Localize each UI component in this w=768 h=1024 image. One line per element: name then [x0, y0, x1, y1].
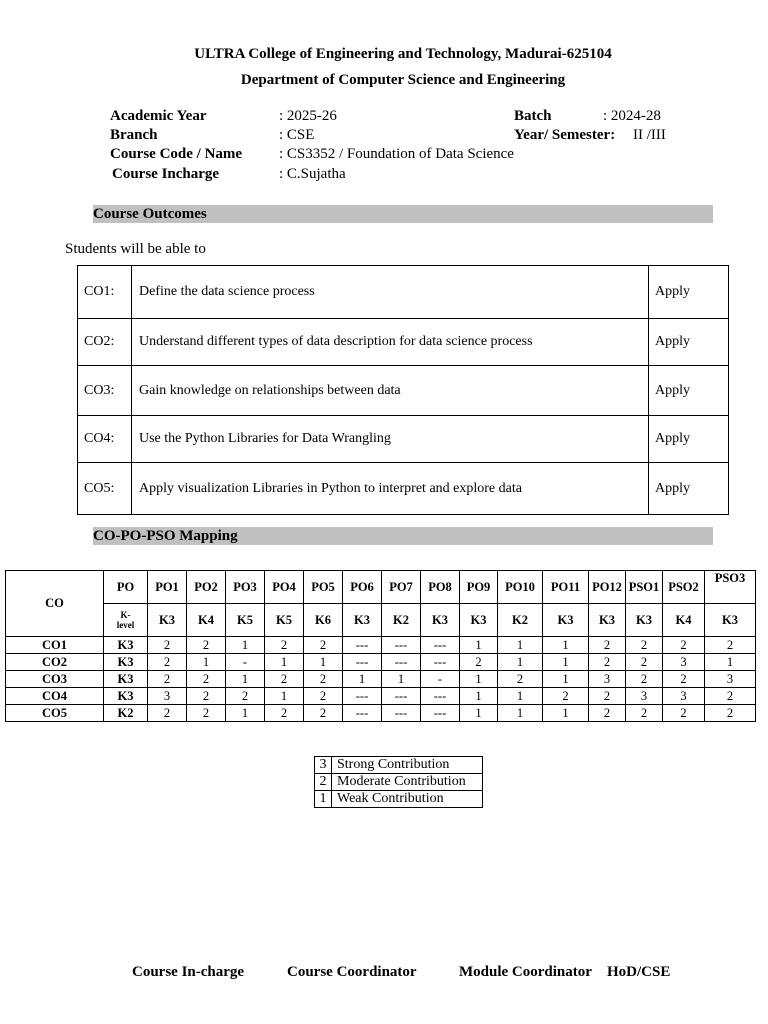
- mapping-cell: 2: [589, 637, 626, 654]
- batch-value: : 2024-28: [603, 108, 661, 124]
- contribution-legend: [314, 756, 483, 808]
- mapping-cell: 2: [663, 705, 705, 722]
- mapping-cell: 2: [705, 688, 756, 705]
- column-header-pso2: PSO2: [663, 571, 705, 604]
- column-klevel-po5: K6: [304, 604, 343, 637]
- mapping-cell: 2: [265, 637, 304, 654]
- outcome-id: CO2:: [78, 319, 132, 366]
- mapping-cell: 3: [589, 671, 626, 688]
- column-header-po3: PO3: [226, 571, 265, 604]
- mapping-cell: ---: [382, 705, 421, 722]
- mapping-cell: 2: [663, 671, 705, 688]
- outcome-id: CO5:: [78, 463, 132, 515]
- column-klevel-po11: K3: [543, 604, 589, 637]
- mapping-row-co: CO3: [6, 671, 104, 688]
- mapping-cell: 1: [226, 671, 265, 688]
- mapping-cell: 2: [626, 671, 663, 688]
- klevel-header: [104, 604, 148, 637]
- column-header-po1: PO1: [148, 571, 187, 604]
- legend-text: Strong Contribution: [332, 757, 483, 774]
- mapping-row-co: CO4: [6, 688, 104, 705]
- column-header-po7: PO7: [382, 571, 421, 604]
- mapping-cell: 2: [543, 688, 589, 705]
- mapping-cell: 3: [663, 654, 705, 671]
- mapping-cell: 1: [343, 671, 382, 688]
- mapping-cell: 2: [705, 705, 756, 722]
- mapping-cell: 1: [187, 654, 226, 671]
- mapping-cell: 2: [304, 671, 343, 688]
- outcome-level: Apply: [649, 416, 729, 463]
- mapping-cell: 1: [304, 654, 343, 671]
- mapping-cell: ---: [421, 654, 460, 671]
- mapping-cell: -: [421, 671, 460, 688]
- mapping-cell: 2: [226, 688, 265, 705]
- department-title: Department of Computer Science and Engineering: [240, 72, 566, 88]
- column-klevel-po10: K2: [498, 604, 543, 637]
- mapping-cell: ---: [343, 688, 382, 705]
- mapping-cell: 2: [498, 671, 543, 688]
- mapping-cell: 3: [705, 671, 756, 688]
- mapping-cell: 2: [265, 671, 304, 688]
- legend-level: 1: [315, 791, 332, 808]
- outcome-description: Use the Python Libraries for Data Wrangling: [132, 416, 649, 463]
- mapping-cell: 2: [148, 705, 187, 722]
- mapping-cell: 2: [589, 654, 626, 671]
- column-klevel-po12: K3: [589, 604, 626, 637]
- mapping-cell: ---: [343, 637, 382, 654]
- course-incharge-label: Course Incharge: [112, 166, 220, 182]
- mapping-cell: ---: [421, 705, 460, 722]
- outcome-description: Understand different types of data description for data science process: [132, 319, 649, 366]
- legend-row: [315, 757, 483, 774]
- branch-label: Branch: [110, 127, 158, 143]
- mapping-cell: 1: [543, 671, 589, 688]
- course-outcomes-table: [77, 265, 729, 515]
- po-header: PO: [104, 571, 148, 604]
- mapping-cell: 2: [589, 705, 626, 722]
- mapping-row: [6, 654, 756, 671]
- mapping-cell: ---: [421, 637, 460, 654]
- academic-year-value: : 2025-26: [279, 108, 337, 124]
- mapping-cell: 2: [304, 637, 343, 654]
- mapping-cell: 3: [663, 688, 705, 705]
- batch-label: Batch: [514, 108, 552, 124]
- mapping-cell: ---: [382, 688, 421, 705]
- mapping-cell: 2: [148, 637, 187, 654]
- mapping-row: [6, 637, 756, 654]
- column-header-po12: PO12: [589, 571, 626, 604]
- mapping-cell: ---: [382, 637, 421, 654]
- mapping-cell: 2: [626, 654, 663, 671]
- mapping-row-klevel: K3: [104, 671, 148, 688]
- column-klevel-po3: K5: [226, 604, 265, 637]
- column-klevel-po4: K5: [265, 604, 304, 637]
- signature-module-coordinator: Module Coordinator: [459, 964, 592, 980]
- mapping-cell: 1: [226, 637, 265, 654]
- co-header: CO: [6, 571, 104, 637]
- branch-value: : CSE: [279, 127, 315, 143]
- course-outcomes-heading: Course Outcomes: [93, 205, 713, 223]
- klevel-header-text: K- level: [116, 610, 135, 630]
- column-header-po4: PO4: [265, 571, 304, 604]
- mapping-header-row: [6, 571, 756, 604]
- course-incharge-value: : C.Sujatha: [279, 166, 346, 182]
- mapping-cell: 2: [187, 705, 226, 722]
- year-semester-label: Year/ Semester:: [514, 127, 616, 143]
- mapping-row: [6, 688, 756, 705]
- column-klevel-po1: K3: [148, 604, 187, 637]
- outcome-level: Apply: [649, 463, 729, 515]
- mapping-cell: 1: [543, 637, 589, 654]
- mapping-heading: CO-PO-PSO Mapping: [93, 527, 713, 545]
- mapping-cell: ---: [343, 654, 382, 671]
- mapping-cell: 2: [187, 637, 226, 654]
- mapping-row: [6, 671, 756, 688]
- column-klevel-pso2: K4: [663, 604, 705, 637]
- mapping-cell: 1: [460, 705, 498, 722]
- mapping-cell: 2: [148, 654, 187, 671]
- column-header-pso3: PSO3: [705, 571, 756, 604]
- column-header-po6: PO6: [343, 571, 382, 604]
- outcome-description: Apply visualization Libraries in Python to interpret and explore data: [132, 463, 649, 515]
- mapping-cell: ---: [343, 705, 382, 722]
- column-klevel-pso1: K3: [626, 604, 663, 637]
- mapping-row-klevel: K2: [104, 705, 148, 722]
- column-header-po8: PO8: [421, 571, 460, 604]
- outcome-row: [78, 416, 729, 463]
- outcome-level: Apply: [649, 319, 729, 366]
- mapping-cell: 1: [543, 705, 589, 722]
- signature-hod: HoD/CSE: [607, 964, 671, 980]
- outcome-description: Gain knowledge on relationships between data: [132, 366, 649, 416]
- mapping-cell: 2: [187, 671, 226, 688]
- mapping-cell: 2: [148, 671, 187, 688]
- mapping-cell: 2: [626, 637, 663, 654]
- outcome-level: Apply: [649, 266, 729, 319]
- mapping-cell: 1: [498, 637, 543, 654]
- column-klevel-po7: K2: [382, 604, 421, 637]
- legend-text: Moderate Contribution: [332, 774, 483, 791]
- mapping-cell: 2: [705, 637, 756, 654]
- outcome-id: CO1:: [78, 266, 132, 319]
- legend-row: [315, 791, 483, 808]
- mapping-cell: 2: [626, 705, 663, 722]
- mapping-cell: ---: [421, 688, 460, 705]
- mapping-cell: 2: [304, 688, 343, 705]
- legend-text: Weak Contribution: [332, 791, 483, 808]
- column-header-po9: PO9: [460, 571, 498, 604]
- course-code-value: : CS3352 / Foundation of Data Science: [279, 146, 514, 162]
- mapping-cell: 1: [498, 688, 543, 705]
- mapping-cell: 1: [460, 637, 498, 654]
- mapping-row-klevel: K3: [104, 688, 148, 705]
- mapping-cell: 1: [498, 654, 543, 671]
- column-klevel-po2: K4: [187, 604, 226, 637]
- legend-level: 3: [315, 757, 332, 774]
- column-klevel-po6: K3: [343, 604, 382, 637]
- mapping-cell: 2: [265, 705, 304, 722]
- mapping-row-klevel: K3: [104, 637, 148, 654]
- column-klevel-po8: K3: [421, 604, 460, 637]
- mapping-cell: 3: [626, 688, 663, 705]
- mapping-cell: 1: [460, 671, 498, 688]
- mapping-row-co: CO1: [6, 637, 104, 654]
- mapping-row: [6, 705, 756, 722]
- mapping-cell: 2: [460, 654, 498, 671]
- mapping-cell: 1: [498, 705, 543, 722]
- column-header-po5: PO5: [304, 571, 343, 604]
- mapping-cell: 2: [304, 705, 343, 722]
- mapping-cell: ---: [382, 654, 421, 671]
- mapping-cell: 1: [543, 654, 589, 671]
- mapping-cell: 2: [187, 688, 226, 705]
- course-code-label: Course Code / Name: [110, 146, 243, 162]
- column-klevel-pso3: K3: [705, 604, 756, 637]
- legend-level: 2: [315, 774, 332, 791]
- column-header-po11: PO11: [543, 571, 589, 604]
- column-header-po2: PO2: [187, 571, 226, 604]
- outcome-row: [78, 266, 729, 319]
- legend-row: [315, 774, 483, 791]
- academic-year-label: Academic Year: [110, 108, 207, 124]
- mapping-cell: 2: [663, 637, 705, 654]
- mapping-cell: 1: [226, 705, 265, 722]
- college-title: ULTRA College of Engineering and Technology, Madurai-625104: [194, 46, 612, 62]
- outcome-description: Define the data science process: [132, 266, 649, 319]
- mapping-row-co: CO2: [6, 654, 104, 671]
- mapping-klevel-row: [6, 604, 756, 637]
- outcome-row: [78, 463, 729, 515]
- outcomes-intro: Students will be able to: [65, 241, 206, 257]
- outcome-row: [78, 366, 729, 416]
- co-po-pso-mapping-table: [5, 570, 756, 722]
- mapping-cell: -: [226, 654, 265, 671]
- mapping-cell: 1: [265, 688, 304, 705]
- mapping-cell: 2: [589, 688, 626, 705]
- outcome-level: Apply: [649, 366, 729, 416]
- column-header-pso1: PSO1: [626, 571, 663, 604]
- outcome-id: CO3:: [78, 366, 132, 416]
- outcome-id: CO4:: [78, 416, 132, 463]
- column-header-po10: PO10: [498, 571, 543, 604]
- mapping-cell: 1: [705, 654, 756, 671]
- mapping-row-klevel: K3: [104, 654, 148, 671]
- mapping-cell: 3: [148, 688, 187, 705]
- mapping-cell: 1: [382, 671, 421, 688]
- year-semester-value: II /III: [633, 127, 666, 143]
- mapping-cell: 1: [460, 688, 498, 705]
- signature-course-coordinator: Course Coordinator: [287, 964, 417, 980]
- signature-course-incharge: Course In-charge: [132, 964, 245, 980]
- mapping-row-co: CO5: [6, 705, 104, 722]
- column-klevel-po9: K3: [460, 604, 498, 637]
- mapping-cell: 1: [265, 654, 304, 671]
- outcome-row: [78, 319, 729, 366]
